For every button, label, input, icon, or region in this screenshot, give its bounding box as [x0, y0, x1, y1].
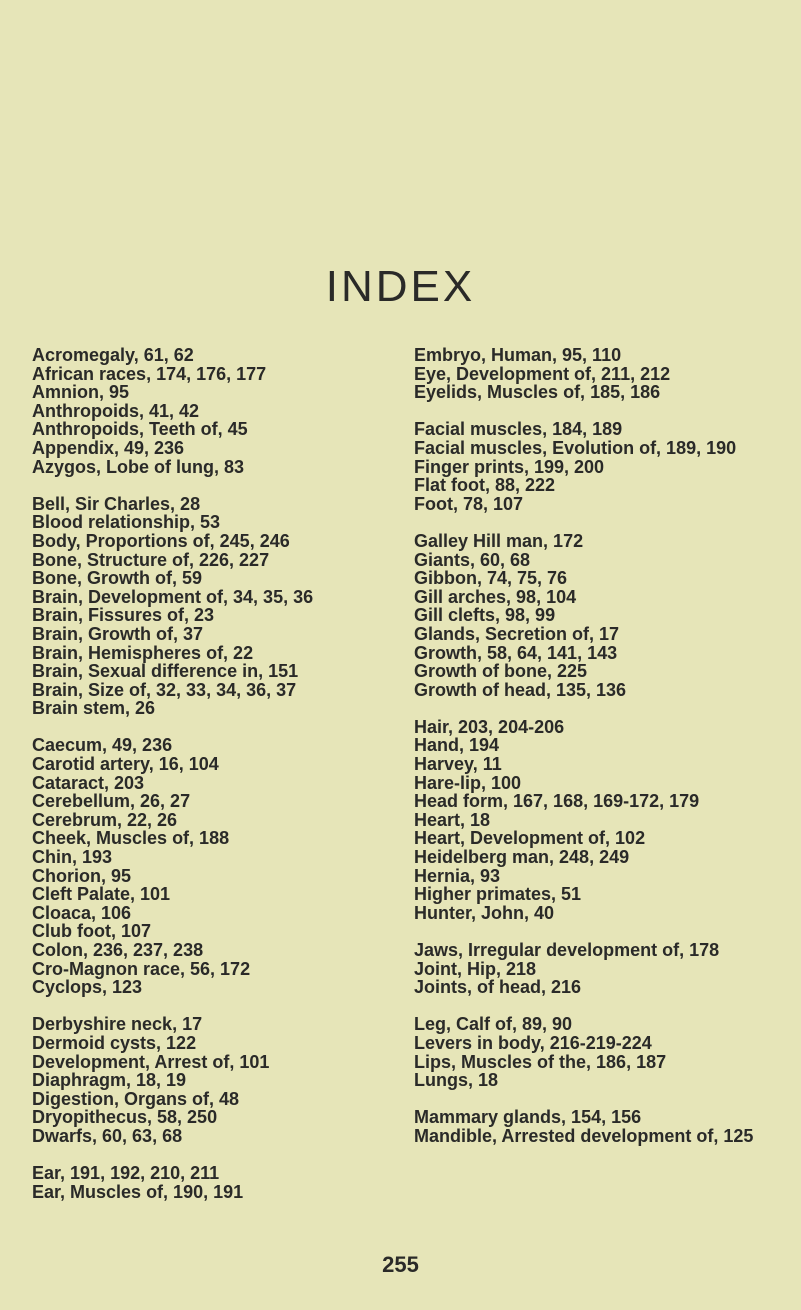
index-entry: Foot, 78, 107 [414, 493, 524, 514]
index-entry: Caecum, 49, 236 [32, 735, 173, 756]
index-entry: Higher primates, 51 [414, 884, 582, 905]
index-entry: Derbyshire neck, 17 [32, 1014, 203, 1035]
index-entry: Diaphragm, 18, 19 [32, 1070, 187, 1091]
index-entry: Hunter, John, 40 [414, 902, 555, 923]
index-entry: Cerebellum, 26, 27 [32, 791, 191, 812]
index-entry: Finger prints, 199, 200 [414, 456, 605, 477]
index-entry: Bone, Structure of, 226, 227 [32, 549, 270, 570]
index-entry: Joints, of head, 216 [414, 977, 582, 998]
index-entry: Heidelberg man, 248, 249 [414, 847, 630, 868]
index-entry: Club foot, 107 [32, 921, 152, 942]
index-entry: Development, Arrest of, 101 [32, 1051, 270, 1072]
section-gap [414, 699, 789, 718]
index-entry: Leg, Calf of, 89, 90 [414, 1014, 573, 1035]
index-entry: African races, 174, 176, 177 [32, 363, 267, 384]
index-entry: Mammary glands, 154, 156 [414, 1107, 642, 1128]
index-entry: Chorion, 95 [32, 865, 132, 886]
index-entry: Mandible, Arrested development of, 125 [414, 1125, 754, 1146]
index-entry: Hernia, 93 [414, 865, 501, 886]
index-entry: Acromegaly, 61, 62 [32, 345, 194, 365]
index-entry: Blood relationship, 53 [32, 512, 221, 533]
index-entry: Brain, Fissures of, 23 [32, 605, 215, 626]
index-entry: Levers in body, 216-219-224 [414, 1032, 652, 1053]
index-entry: Heart, Development of, 102 [414, 828, 646, 849]
index-entry: Ear, 191, 192, 210, 211 [32, 1163, 220, 1184]
index-entry: Cyclops, 123 [32, 977, 143, 998]
index-entry: Brain, Development of, 34, 35, 36 [32, 586, 314, 607]
index-entry: Dermoid cysts, 122 [32, 1032, 197, 1053]
index-entry: Cheek, Muscles of, 188 [32, 828, 230, 849]
index-entry: Gill arches, 98, 104 [414, 586, 577, 607]
index-entry: Facial muscles, 184, 189 [414, 419, 623, 440]
index-entry: Digestion, Organs of, 48 [32, 1088, 240, 1109]
index-entry: Cleft Palate, 101 [32, 884, 171, 905]
index-entry: Growth, 58, 64, 141, 143 [414, 642, 618, 663]
index-entry: Glands, Secretion of, 17 [414, 623, 620, 644]
index-entry: Appendix, 49, 236 [32, 437, 185, 458]
index-entry: Gibbon, 74, 75, 76 [414, 568, 568, 589]
index-entry: Dwarfs, 60, 63, 68 [32, 1125, 183, 1146]
index-entry: Head form, 167, 168, 169-172, 179 [414, 791, 700, 812]
index-entry: Giants, 60, 68 [414, 549, 531, 570]
index-entry: Colon, 236, 237, 238 [32, 940, 204, 960]
index-entry: Cro-Magnon race, 56, 172 [32, 958, 251, 979]
index-entry: Embryo, Human, 95, 110 [414, 345, 622, 365]
page-number: 255 [382, 1252, 419, 1277]
index-entry: Azygos, Lobe of lung, 83 [32, 456, 245, 477]
index-entry: Growth of head, 135, 136 [414, 679, 627, 700]
index-entry: Body, Proportions of, 245, 246 [32, 530, 290, 551]
index-entry: Galley Hill man, 172 [414, 530, 584, 551]
index-entry: Growth of bone, 225 [414, 661, 588, 682]
index-entry: Cerebrum, 22, 26 [32, 809, 178, 830]
index-entry: Gill clefts, 98, 99 [414, 605, 556, 626]
section-gap [414, 402, 789, 421]
index-entry: Flat foot, 88, 222 [414, 475, 556, 496]
index-entry: Jaws, Irregular development of, 178 [414, 940, 720, 960]
index-entry: Hair, 203, 204-206 [414, 716, 565, 737]
section-gap [32, 1146, 382, 1165]
index-entry: Hare-lip, 100 [414, 772, 522, 793]
index-entry: Carotid artery, 16, 104 [32, 754, 219, 775]
index-entry: Brain, Sexual difference in, 151 [32, 661, 299, 682]
section-gap [414, 513, 789, 532]
page-title: INDEX [325, 262, 476, 311]
section-gap [32, 718, 382, 737]
section-gap [414, 997, 789, 1016]
index-entry: Eyelids, Muscles of, 185, 186 [414, 382, 661, 403]
index-entry: Chin, 193 [32, 847, 113, 868]
index-entry: Brain, Growth of, 37 [32, 623, 204, 644]
index-entry: Joint, Hip, 218 [414, 958, 537, 979]
index-entry: Hand, 194 [414, 735, 500, 756]
index-entry: Cloaca, 106 [32, 902, 132, 923]
index-column-left [32, 346, 382, 1201]
index-entry: Bell, Sir Charles, 28 [32, 493, 201, 514]
index-entry: Brain, Size of, 32, 33, 34, 36, 37 [32, 679, 297, 700]
index-entry: Harvey, 11 [414, 754, 502, 775]
index-entry: Cataract, 203 [32, 772, 145, 793]
index-entry: Brain stem, 26 [32, 698, 156, 719]
index-entry: Amnion, 95 [32, 382, 130, 403]
index-entry: Facial muscles, Evolution of, 189, 190 [414, 437, 737, 458]
index-entry: Eye, Development of, 211, 212 [414, 363, 671, 384]
index-entry: Anthropoids, Teeth of, 45 [32, 419, 248, 440]
index-entry: Brain, Hemispheres of, 22 [32, 642, 254, 663]
index-entry: Lungs, 18 [414, 1070, 499, 1091]
index-entry: Ear, Muscles of, 190, 191 [32, 1181, 244, 1202]
index-entry: Bone, Growth of, 59 [32, 568, 203, 589]
index-entry: Heart, 18 [414, 809, 491, 830]
index-column-right [414, 346, 789, 1146]
section-gap [414, 922, 789, 941]
index-entry: Anthropoids, 41, 42 [32, 400, 200, 421]
section-gap [32, 997, 382, 1016]
index-entry: Dryopithecus, 58, 250 [32, 1107, 218, 1128]
section-gap [414, 1090, 789, 1109]
index-entry: Lips, Muscles of the, 186, 187 [414, 1051, 667, 1072]
section-gap [32, 476, 382, 495]
